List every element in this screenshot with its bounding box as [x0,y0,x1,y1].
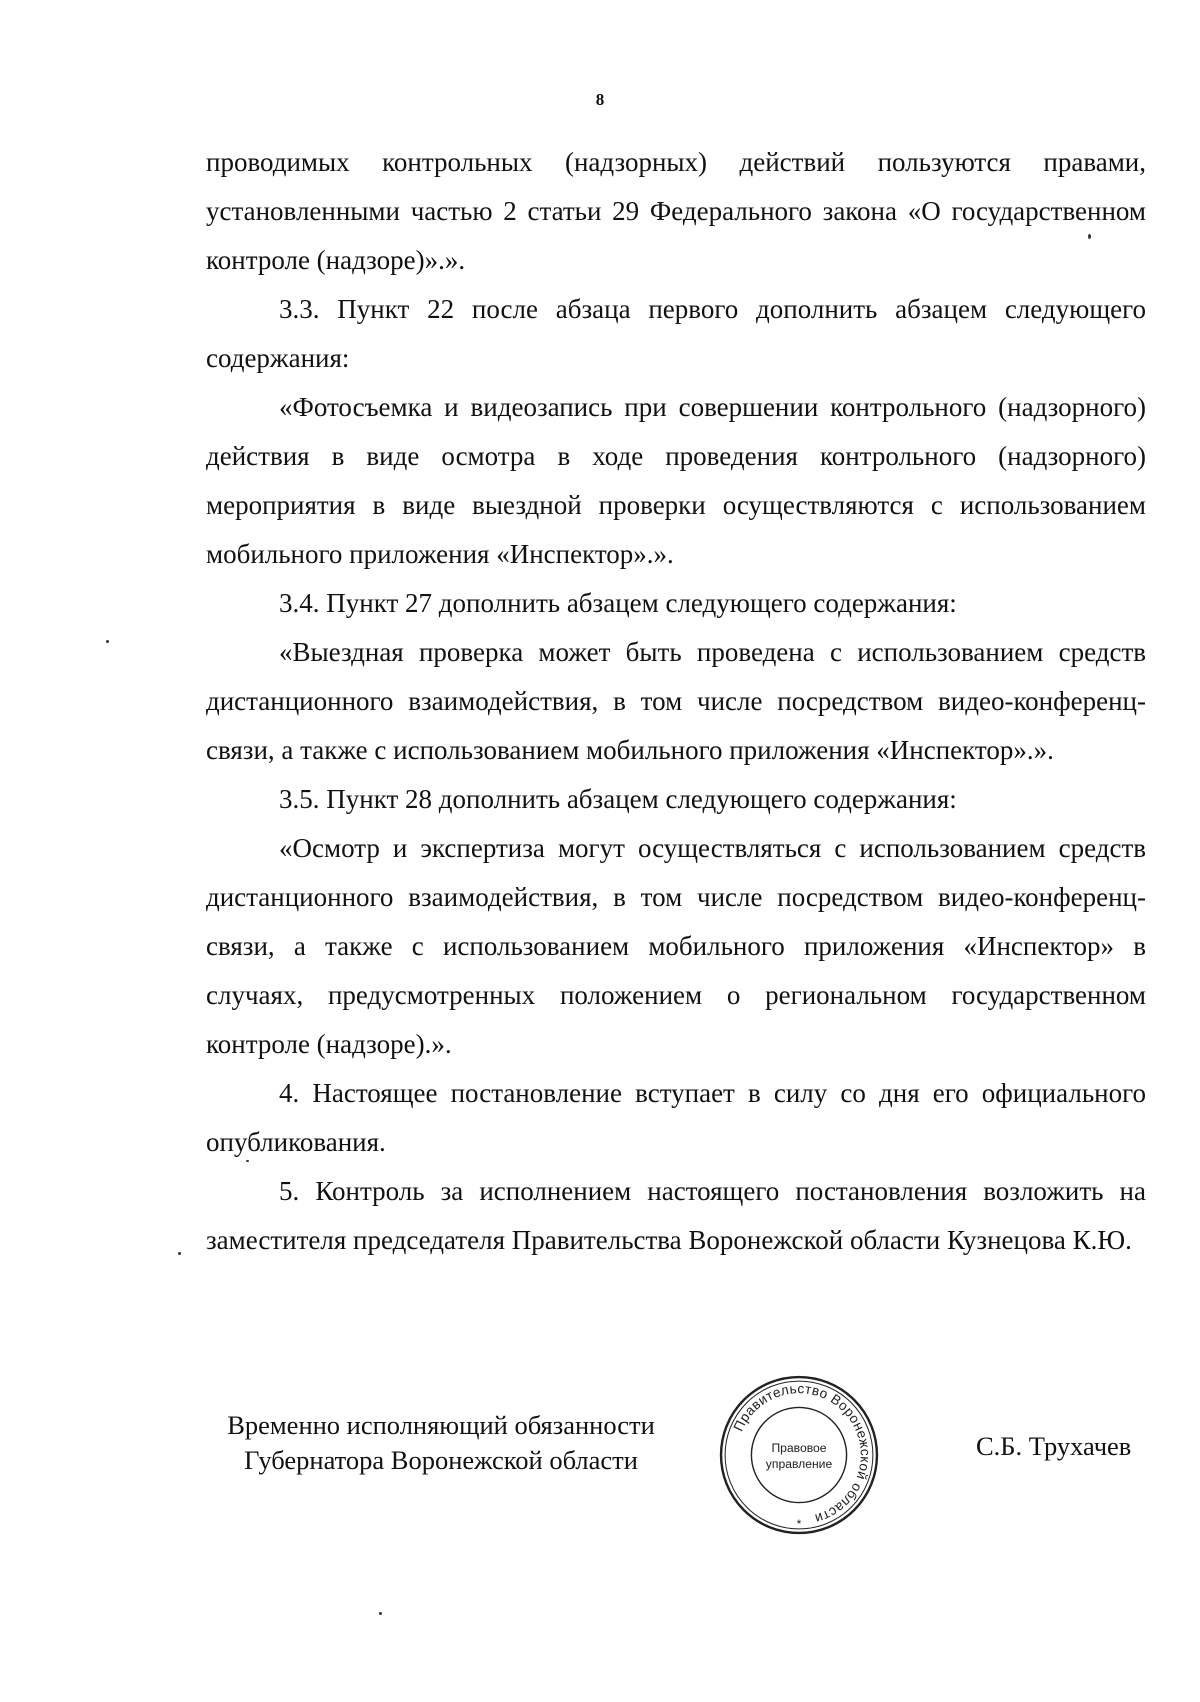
paragraph-3-4-quote: «Выездная проверка может быть проведена с использованием средств дистанционного взаимодействия, в том числе посредством видео-конференц-связи, а также с использованием мобильного приложения «Инспектор».». [206,637,1146,765]
page-number: 8 [595,90,605,109]
scan-speck [178,1252,181,1255]
scan-speck [246,1160,249,1162]
stamp-inner-line-2: управление [765,1457,833,1472]
paragraph-3-3-quote: «Фотосъемка и видеозапись при совершении контрольного (надзорного) действия в виде осмотра в ходе проведения контрольного (надзорного) мероприятия в виде выездной проверки осуществляются с использованием мобильного приложения «Инспектор».». [206,392,1146,569]
paragraph-3-4: 3.4. Пункт 27 дополнить абзацем следующего содержания: [279,588,957,618]
signatory-title-line-2: Губернатора Воронежской области [244,1445,638,1475]
document-body [206,138,1146,1265]
scan-speck [379,1612,382,1615]
official-stamp [718,1374,880,1536]
paragraph-3-5-quote: «Осмотр и экспертиза могут осуществляться с использованием средств дистанционного взаимодействия, в том числе посредством видео-конференц-связи, а также с использованием мобильного приложения «Инспектор» в случаях, предусмотренных положением о региональном государственном контроле (надзоре).». [206,833,1146,1059]
paragraph-3-3: 3.3. Пункт 22 после абзаца первого дополнить абзацем следующего содержания: [206,294,1146,373]
paragraph-continuation: проводимых контрольных (надзорных) действий пользуются правами, установленными частью 2 статьи 29 Федерального закона «О государственном контроле (надзоре)».». [206,147,1146,275]
signatory-title-line-1: Временно исполняющий обязанности [227,1410,655,1440]
paragraph-5: 5. Контроль за исполнением настоящего постановления возложить на заместителя председателя Правительства Воронежской области Кузнецова К.Ю. [206,1176,1146,1255]
signatory-name: С.Б. Трухачев [976,1431,1132,1461]
stamp-inner-line-1: Правовое [771,1440,827,1455]
scan-speck [106,640,109,643]
signatory-title [206,1408,676,1478]
paragraph-4: 4. Настоящее постановление вступает в силу со дня его официального опубликования. [206,1078,1146,1157]
stamp-star: * [796,1516,802,1531]
paragraph-3-5: 3.5. Пункт 28 дополнить абзацем следующего содержания: [279,784,957,814]
scan-speck [1088,234,1091,239]
stamp-outer-text: Правительство Воронежской области [730,1381,873,1527]
